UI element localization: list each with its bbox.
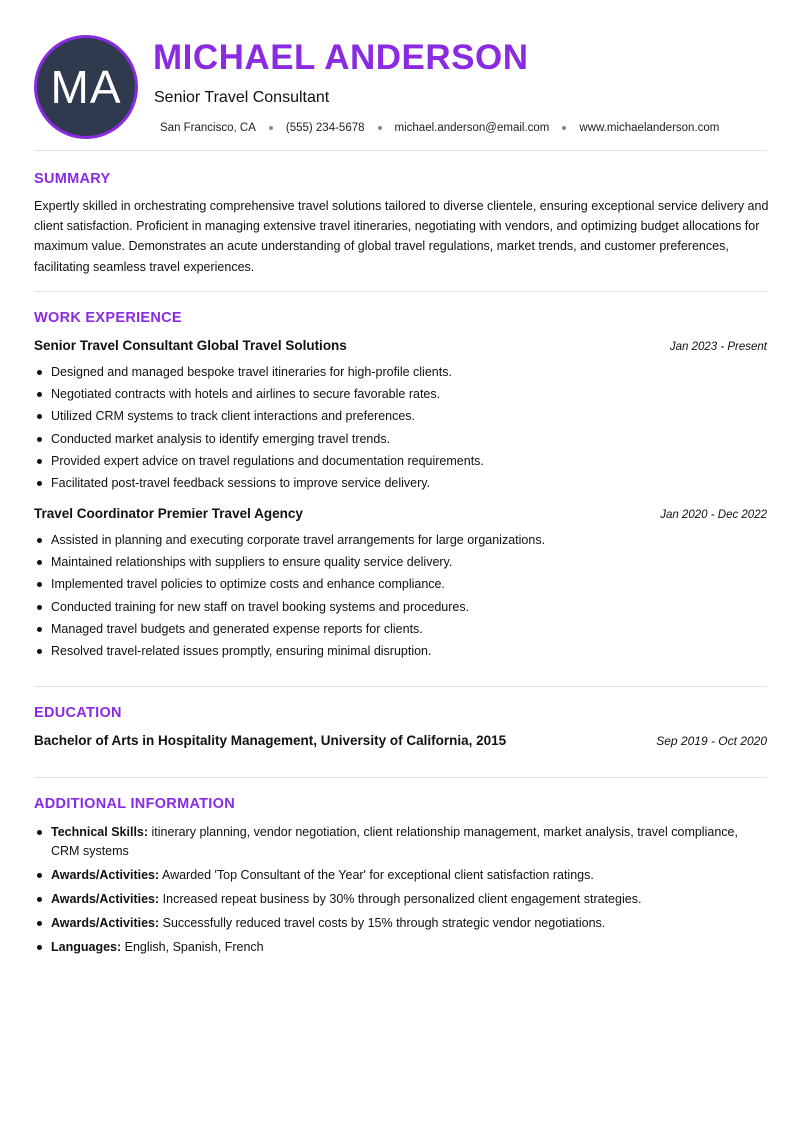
education-heading: EDUCATION	[34, 705, 122, 721]
list-item	[34, 823, 767, 861]
item-label: Awards/Activities:	[51, 916, 160, 930]
item-text: Successfully reduced travel costs by 15% through strategic vendor negotiations.	[162, 916, 606, 930]
list-item: Resolved travel-related issues promptly, ensuring minimal disruption.	[34, 643, 767, 659]
job-dates: Jan 2020 - Dec 2022	[660, 509, 767, 521]
additional-list	[34, 823, 767, 962]
job-header	[34, 506, 767, 521]
item-text: itinerary planning, vendor negotiation, client relationship management, market analysis, travel compliance, CRM systems	[51, 825, 738, 858]
divider	[34, 777, 767, 778]
list-item	[34, 914, 767, 933]
education-degree: Bachelor of Arts in Hospitality Management, University of California, 2015	[34, 733, 507, 748]
education-dates: Sep 2019 - Oct 2020	[656, 734, 767, 748]
list-item	[34, 866, 767, 885]
experience-heading: WORK EXPERIENCE	[34, 310, 182, 326]
job-bullets	[34, 364, 767, 497]
item-label: Technical Skills:	[51, 825, 149, 839]
list-item: Implemented travel policies to optimize costs and enhance compliance.	[34, 576, 767, 592]
list-item: Conducted training for new staff on travel booking systems and procedures.	[34, 599, 767, 615]
job-bullets	[34, 532, 767, 665]
contact-email[interactable]: michael.anderson@email.com	[394, 122, 550, 134]
divider	[34, 291, 767, 292]
contact-website[interactable]: www.michaelanderson.com	[579, 122, 720, 134]
list-item: Utilized CRM systems to track client interactions and preferences.	[34, 408, 767, 424]
job-header	[34, 338, 767, 353]
job-title: Travel Coordinator Premier Travel Agency	[34, 506, 303, 521]
list-item: Conducted market analysis to identify emerging travel trends.	[34, 431, 767, 447]
item-text: English, Spanish, French	[124, 940, 264, 954]
avatar	[34, 35, 138, 139]
contact-bar	[160, 120, 719, 136]
job-title: Senior Travel Consultant Global Travel Solutions	[34, 338, 347, 353]
separator-dot	[378, 126, 382, 130]
job-dates: Jan 2023 - Present	[669, 341, 767, 353]
item-text: Awarded 'Top Consultant of the Year' for exceptional client satisfaction ratings.	[161, 868, 594, 882]
education-entry	[34, 733, 767, 748]
summary-text: Expertly skilled in orchestrating comprehensive travel solutions tailored to diverse clientele, ensuring exceptional service delivery and client satisfaction. Proficient in managing extensive travel itineraries, negotiating with vendors, and optimizing budget allocations for maximum value. Demonstrates an acute understanding of global travel regulations, market trends, and customer preferences, facilitating seamless travel experiences.	[34, 199, 769, 274]
summary-heading: SUMMARY	[34, 171, 111, 187]
divider	[34, 150, 767, 151]
candidate-name: MICHAEL ANDERSON	[153, 38, 529, 77]
divider	[34, 686, 767, 687]
item-label: Languages:	[51, 940, 122, 954]
candidate-title: Senior Travel Consultant	[154, 89, 330, 106]
list-item	[34, 890, 767, 909]
item-text: Increased repeat business by 30% through personalized client engagement strategies.	[162, 892, 642, 906]
list-item: Designed and managed bespoke travel itineraries for high-profile clients.	[34, 364, 767, 380]
list-item	[34, 938, 767, 957]
list-item: Negotiated contracts with hotels and airlines to secure favorable rates.	[34, 386, 767, 402]
separator-dot	[269, 126, 273, 130]
contact-phone: (555) 234-5678	[285, 122, 365, 134]
contact-location: San Francisco, CA	[160, 122, 256, 134]
list-item: Assisted in planning and executing corporate travel arrangements for large organizations.	[34, 532, 767, 548]
item-label: Awards/Activities:	[51, 868, 160, 882]
list-item: Facilitated post-travel feedback sessions to improve service delivery.	[34, 475, 767, 491]
item-label: Awards/Activities:	[51, 892, 160, 906]
list-item: Managed travel budgets and generated expense reports for clients.	[34, 621, 767, 637]
avatar-initials: MA	[50, 61, 122, 113]
separator-dot	[562, 126, 566, 130]
list-item: Maintained relationships with suppliers to ensure quality service delivery.	[34, 554, 767, 570]
list-item: Provided expert advice on travel regulations and documentation requirements.	[34, 453, 767, 469]
additional-heading: ADDITIONAL INFORMATION	[34, 796, 235, 812]
